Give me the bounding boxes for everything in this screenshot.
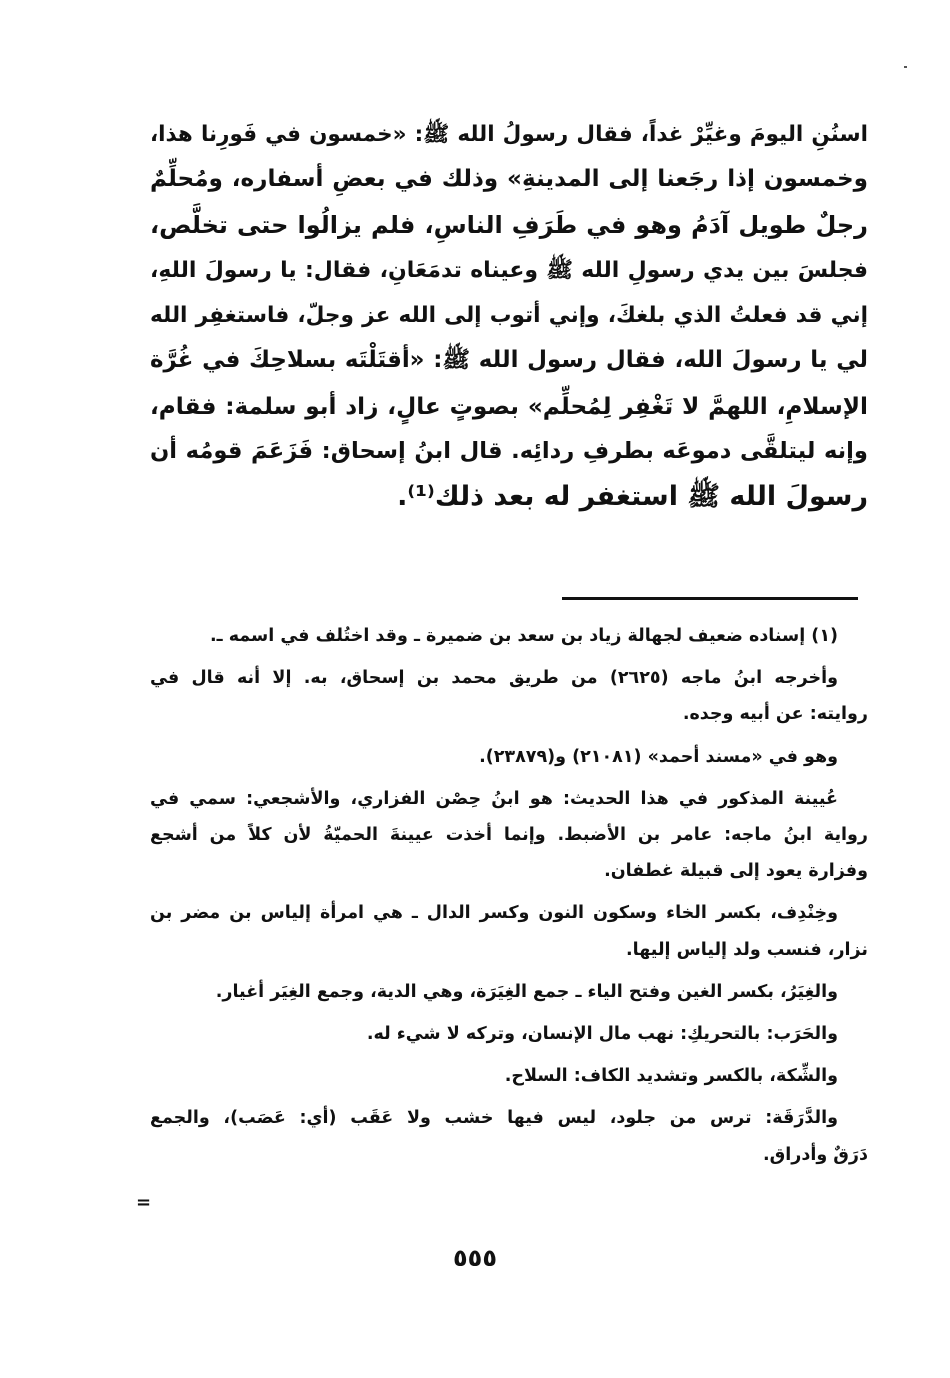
footnote-line: وفزارة يعود إلى قبيلة غطفان.: [604, 861, 868, 882]
body-line: وإنه ليتلقَّى دموعَه بطرفِ ردائِه. قال ابنُ إسحاق: فَزَعَمَ قومُه أن: [150, 438, 868, 465]
footnote-line: والشِّكة، بالكسر وتشديد الكاف: السلاح.: [504, 1066, 838, 1087]
footnote-paragraph: [150, 1016, 868, 1052]
body-line: لي يا رسولَ الله، فقال رسول الله ﷺ: «أقتَلْتَه بسلاحِكَ في غُرَّة: [150, 347, 868, 374]
footnote-paragraph: [150, 895, 868, 967]
footnotes-section: [150, 618, 868, 1179]
footnote-separator-rule: [562, 597, 858, 600]
footnote-paragraph: [150, 781, 868, 890]
footnote-line: رواية ابنُ ماجه: عامر بن الأضبط. وإنما أخذت عيينةَ الحميّةُ لأن كلاً من أشجع: [150, 825, 868, 846]
footnote-paragraph: [150, 1058, 868, 1094]
footnote-paragraph: [150, 1100, 868, 1172]
footnote-paragraph: [150, 660, 868, 732]
footnote-line: (١) إسناده ضعيف لجهالة زياد بن سعد بن ضميرة ـ وقد اختُلف في اسمه ـ.: [209, 626, 838, 646]
footnote-line: نزار، فنسب ولد إلياس إليها.: [626, 939, 868, 960]
body-line: الإسلامِ، اللهمَّ لا تَغْفِر لِمُحلِّم» بصوتٍ عالٍ، زاد أبو سلمة: فقام،: [150, 392, 868, 420]
body-line: إني قد فعلتُ الذي بلغكَ، وإني أتوب إلى الله عز وجلّ، فاستغفِر الله: [150, 303, 868, 329]
footnote-line: وأخرجه ابنُ ماجه (٢٦٢٥) من طريق محمد بن إسحاق، به. إلا أنه قال في: [150, 668, 838, 689]
continuation-mark: =: [136, 1192, 152, 1213]
scan-speck: [904, 66, 907, 68]
body-line: رسولَ الله ﷺ استغفر له بعد ذلك⁽¹⁾.: [397, 481, 868, 513]
page-number: ٥٥٥: [453, 1244, 497, 1272]
footnote-line: عُيينة المذكور في هذا الحديث: هو ابنُ حِصْن الفزاري، والأشجعي: سمي في: [150, 788, 838, 809]
footnote-line: وهو في «مسند أحمد» (٢١٠٨١) و(٢٣٨٧٩).: [479, 746, 838, 767]
footnote-line: وخِنْدِف، بكسر الخاء وسكون النون وكسر الدال ـ هي امرأة إلياس بن مضر بن: [150, 903, 838, 924]
body-line: فجلسَ بين يدي رسولِ الله ﷺ وعيناه تدمَعَانِ، فقال: يا رسولَ اللهِ،: [150, 257, 868, 283]
footnote-paragraph: [150, 618, 868, 654]
footnote-line: دَرَقٌ وأدراق.: [762, 1144, 868, 1165]
footnote-line: والدَّرَقَة: ترس من جلود، ليس فيها خشب ولا عَقَب (أي: عَصَب)، والجمع: [150, 1108, 838, 1129]
footnote-paragraph: [150, 974, 868, 1010]
footnote-line: روايته: عن أبيه وجده.: [682, 704, 868, 725]
body-line: وخمسون إذا رجَعنا إلى المدينةِ» وذلك في بعضِ أسفاره، ومُحلِّمٌ: [150, 166, 868, 193]
main-body-text: [150, 112, 868, 520]
body-line: اسنُنِ اليومَ وغيِّرْ غداً، فقال رسولُ الله ﷺ: «خمسون في فَورِنا هذا،: [150, 122, 868, 147]
footnote-paragraph: [150, 739, 868, 775]
footnote-line: والغِيَرُ، بكسر الغين وفتح الياء ـ جمع الغِيَرَة، وهي الدية، وجمع الغِيَر أغيار.: [215, 981, 838, 1002]
footnote-line: والحَرَب: بالتحريكِ: نهب مال الإنسان، وتركه لا شيء له.: [366, 1024, 838, 1045]
body-line: رجلٌ طويل آدَمُ وهو في طَرَفِ الناسِ، فلم يزالُوا حتى تخلَّص،: [150, 210, 868, 239]
